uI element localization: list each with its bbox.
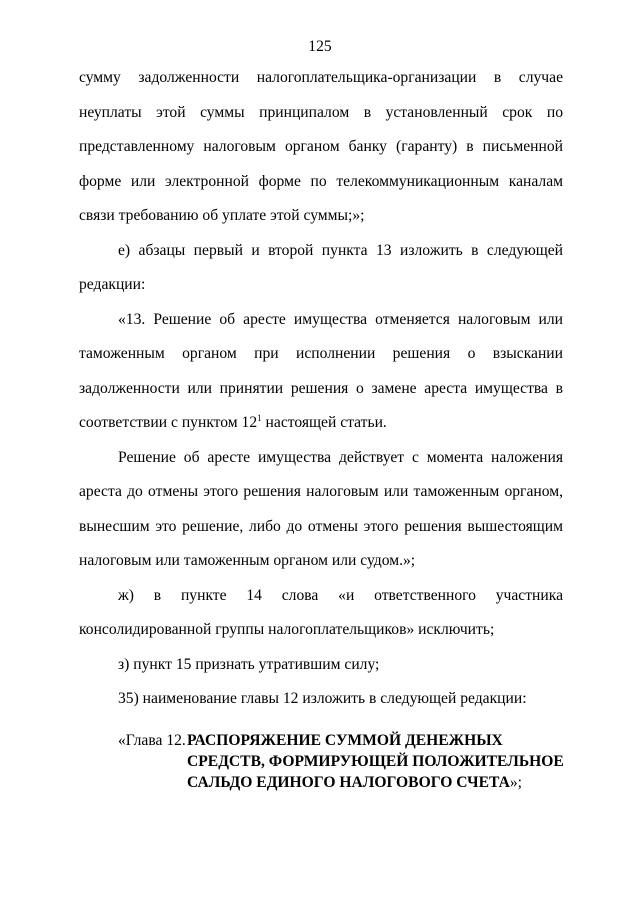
paragraph-item-13 <box>79 303 563 441</box>
paragraph-continuation: сумму задолженности налогоплательщика-организации в случае неуплаты этой суммы принципалом в установленный срок по представленному налоговым органом банку (гаранту) в письменной форме или электронной форме по телекоммуникационным каналам связи требованию об уплате этой суммы;»; <box>79 69 563 224</box>
document-body <box>79 61 563 717</box>
chapter-prefix: «Глава 12. <box>118 732 186 749</box>
paragraph-item-13-text: «13. Решение об аресте имущества отменяется налоговым или таможенным органом при исполнении решения о взыскании задолженности или принятии решения о замене ареста имущества в соответствии с пунктом 12 <box>79 310 563 431</box>
superscript-reference: 1 <box>257 413 262 423</box>
paragraph-item-e: е) абзацы первый и второй пункта 13 изложить в следующей редакции: <box>79 241 563 293</box>
paragraph-arrest-decision: Решение об аресте имущества действует с момента наложения ареста до отмены этого решения налоговым или таможенным органом, вынесшим это решение, либо до отмены этого решения вышестоящим налоговым или таможенным органом или судом.»; <box>79 448 563 569</box>
chapter-title-block <box>187 730 568 793</box>
paragraph-item-35: 35) наименование главы 12 изложить в следующей редакции: <box>118 690 527 707</box>
chapter-heading <box>118 730 568 793</box>
chapter-title: РАСПОРЯЖЕНИЕ СУММОЙ ДЕНЕЖНЫХ СРЕДСТВ, ФОРМИРУЮЩЕЙ ПОЛОЖИТЕЛЬНОЕ САЛЬДО ЕДИНОГО НАЛОГОВОГО СЧЕТА <box>187 732 564 791</box>
paragraph-item-13-tail: настоящей статьи. <box>261 414 387 431</box>
paragraph-item-zh: ж) в пункте 14 слова «и ответственного участника консолидированной группы налогоплательщиков» исключить; <box>79 586 563 638</box>
chapter-suffix: »; <box>509 774 523 791</box>
page-number: 125 <box>308 38 332 55</box>
paragraph-item-z: з) пункт 15 признать утратившим силу; <box>118 655 380 673</box>
